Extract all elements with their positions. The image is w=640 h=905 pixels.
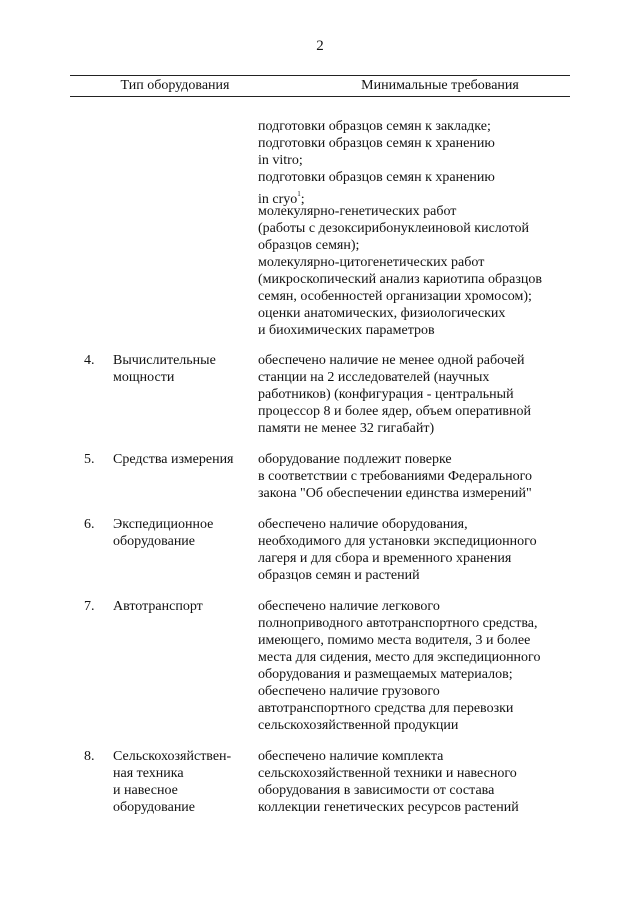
- table-header: [70, 75, 570, 97]
- row-requirement: образцов семян и растений: [258, 568, 420, 583]
- row-type: ная техника: [113, 766, 184, 781]
- row-requirement: памяти не менее 32 гигабайт): [258, 421, 435, 436]
- row-number: 8.: [84, 749, 95, 764]
- footnote-mark: 1: [297, 190, 301, 198]
- row-type: мощности: [113, 370, 175, 385]
- continuation-line: подготовки образцов семян к хранению: [258, 136, 495, 151]
- row-type: Сельскохозяйствен-: [113, 749, 232, 764]
- row-requirement: коллекции генетических ресурсов растений: [258, 800, 519, 815]
- continuation-line: семян, особенностей организации хромосом);: [258, 289, 532, 304]
- row-requirement: обеспечено наличие легкового: [258, 599, 440, 614]
- row-requirement: имеющего, помимо места водителя, 3 и более: [258, 633, 531, 648]
- continuation-line: (работы с дезоксирибонуклеиновой кислотой: [258, 221, 530, 236]
- page-number: 2: [316, 38, 324, 54]
- continuation-line: in vitro;: [258, 153, 303, 168]
- continuation-line: молекулярно-цитогенетических работ: [258, 255, 485, 270]
- row-number: 4.: [84, 353, 95, 368]
- continuation-line: подготовки образцов семян к хранению: [258, 170, 495, 185]
- row-requirement: обеспечено наличие грузового: [258, 684, 440, 699]
- continuation-line: (микроскопический анализ кариотипа образцов: [258, 272, 543, 287]
- continuation-line: и биохимических параметров: [258, 323, 435, 338]
- row-requirement: закона "Об обеспечении единства измерений": [258, 486, 532, 501]
- row-type: Автотранспорт: [113, 599, 203, 614]
- row-requirement: лагеря и для сбора и временного хранения: [258, 551, 512, 566]
- continuation-line: молекулярно-генетических работ: [258, 204, 457, 219]
- continuation-line: подготовки образцов семян к закладке;: [258, 119, 491, 134]
- row-requirement: оборудования в зависимости от состава: [258, 783, 495, 798]
- row-requirement: полноприводного автотранспортного средства,: [258, 616, 538, 631]
- row-requirement: необходимого для установки экспедиционного: [258, 534, 537, 549]
- continuation-line: оценки анатомических, физиологических: [258, 306, 506, 321]
- row-type: и навесное: [113, 783, 178, 798]
- row-type: оборудование: [113, 800, 196, 815]
- row-requirement: сельскохозяйственной продукции: [258, 718, 459, 733]
- row-requirement: работников) (конфигурация - центральный: [258, 387, 514, 402]
- row-requirement: процессор 8 и более ядер, объем оперативной: [258, 404, 531, 419]
- row-number: 7.: [84, 599, 95, 614]
- row-requirement: обеспечено наличие комплекта: [258, 749, 444, 764]
- row-requirement: оборудования и размещаемых материалов;: [258, 667, 513, 682]
- header-minimum-requirements: Минимальные требования: [361, 78, 519, 93]
- row-requirement: сельскохозяйственной техники и навесного: [258, 766, 517, 781]
- row-type: Вычислительные: [113, 353, 216, 368]
- row-requirement: автотранспортного средства для перевозки: [258, 701, 514, 716]
- row-type: Экспедиционное: [113, 517, 214, 532]
- continuation-line: образцов семян);: [258, 238, 360, 253]
- row-type: Средства измерения: [113, 452, 234, 467]
- row-requirement: в соответствии с требованиями Федерального: [258, 469, 532, 484]
- row-number: 5.: [84, 452, 95, 467]
- row-requirement: обеспечено наличие не менее одной рабочей: [258, 353, 525, 368]
- continuation-punct: ;: [300, 192, 305, 207]
- row-type: оборудование: [113, 534, 196, 549]
- row-requirement: станции на 2 исследователей (научных: [258, 370, 490, 385]
- row-requirement: обеспечено наличие оборудования,: [258, 517, 468, 532]
- row-requirement: места для сидения, место для экспедиционного: [258, 650, 541, 665]
- row-number: 6.: [84, 517, 95, 532]
- header-equipment-type: Тип оборудования: [120, 78, 230, 93]
- continuation-text: in cryo: [258, 192, 298, 207]
- row-requirement: оборудование подлежит поверке: [258, 452, 452, 467]
